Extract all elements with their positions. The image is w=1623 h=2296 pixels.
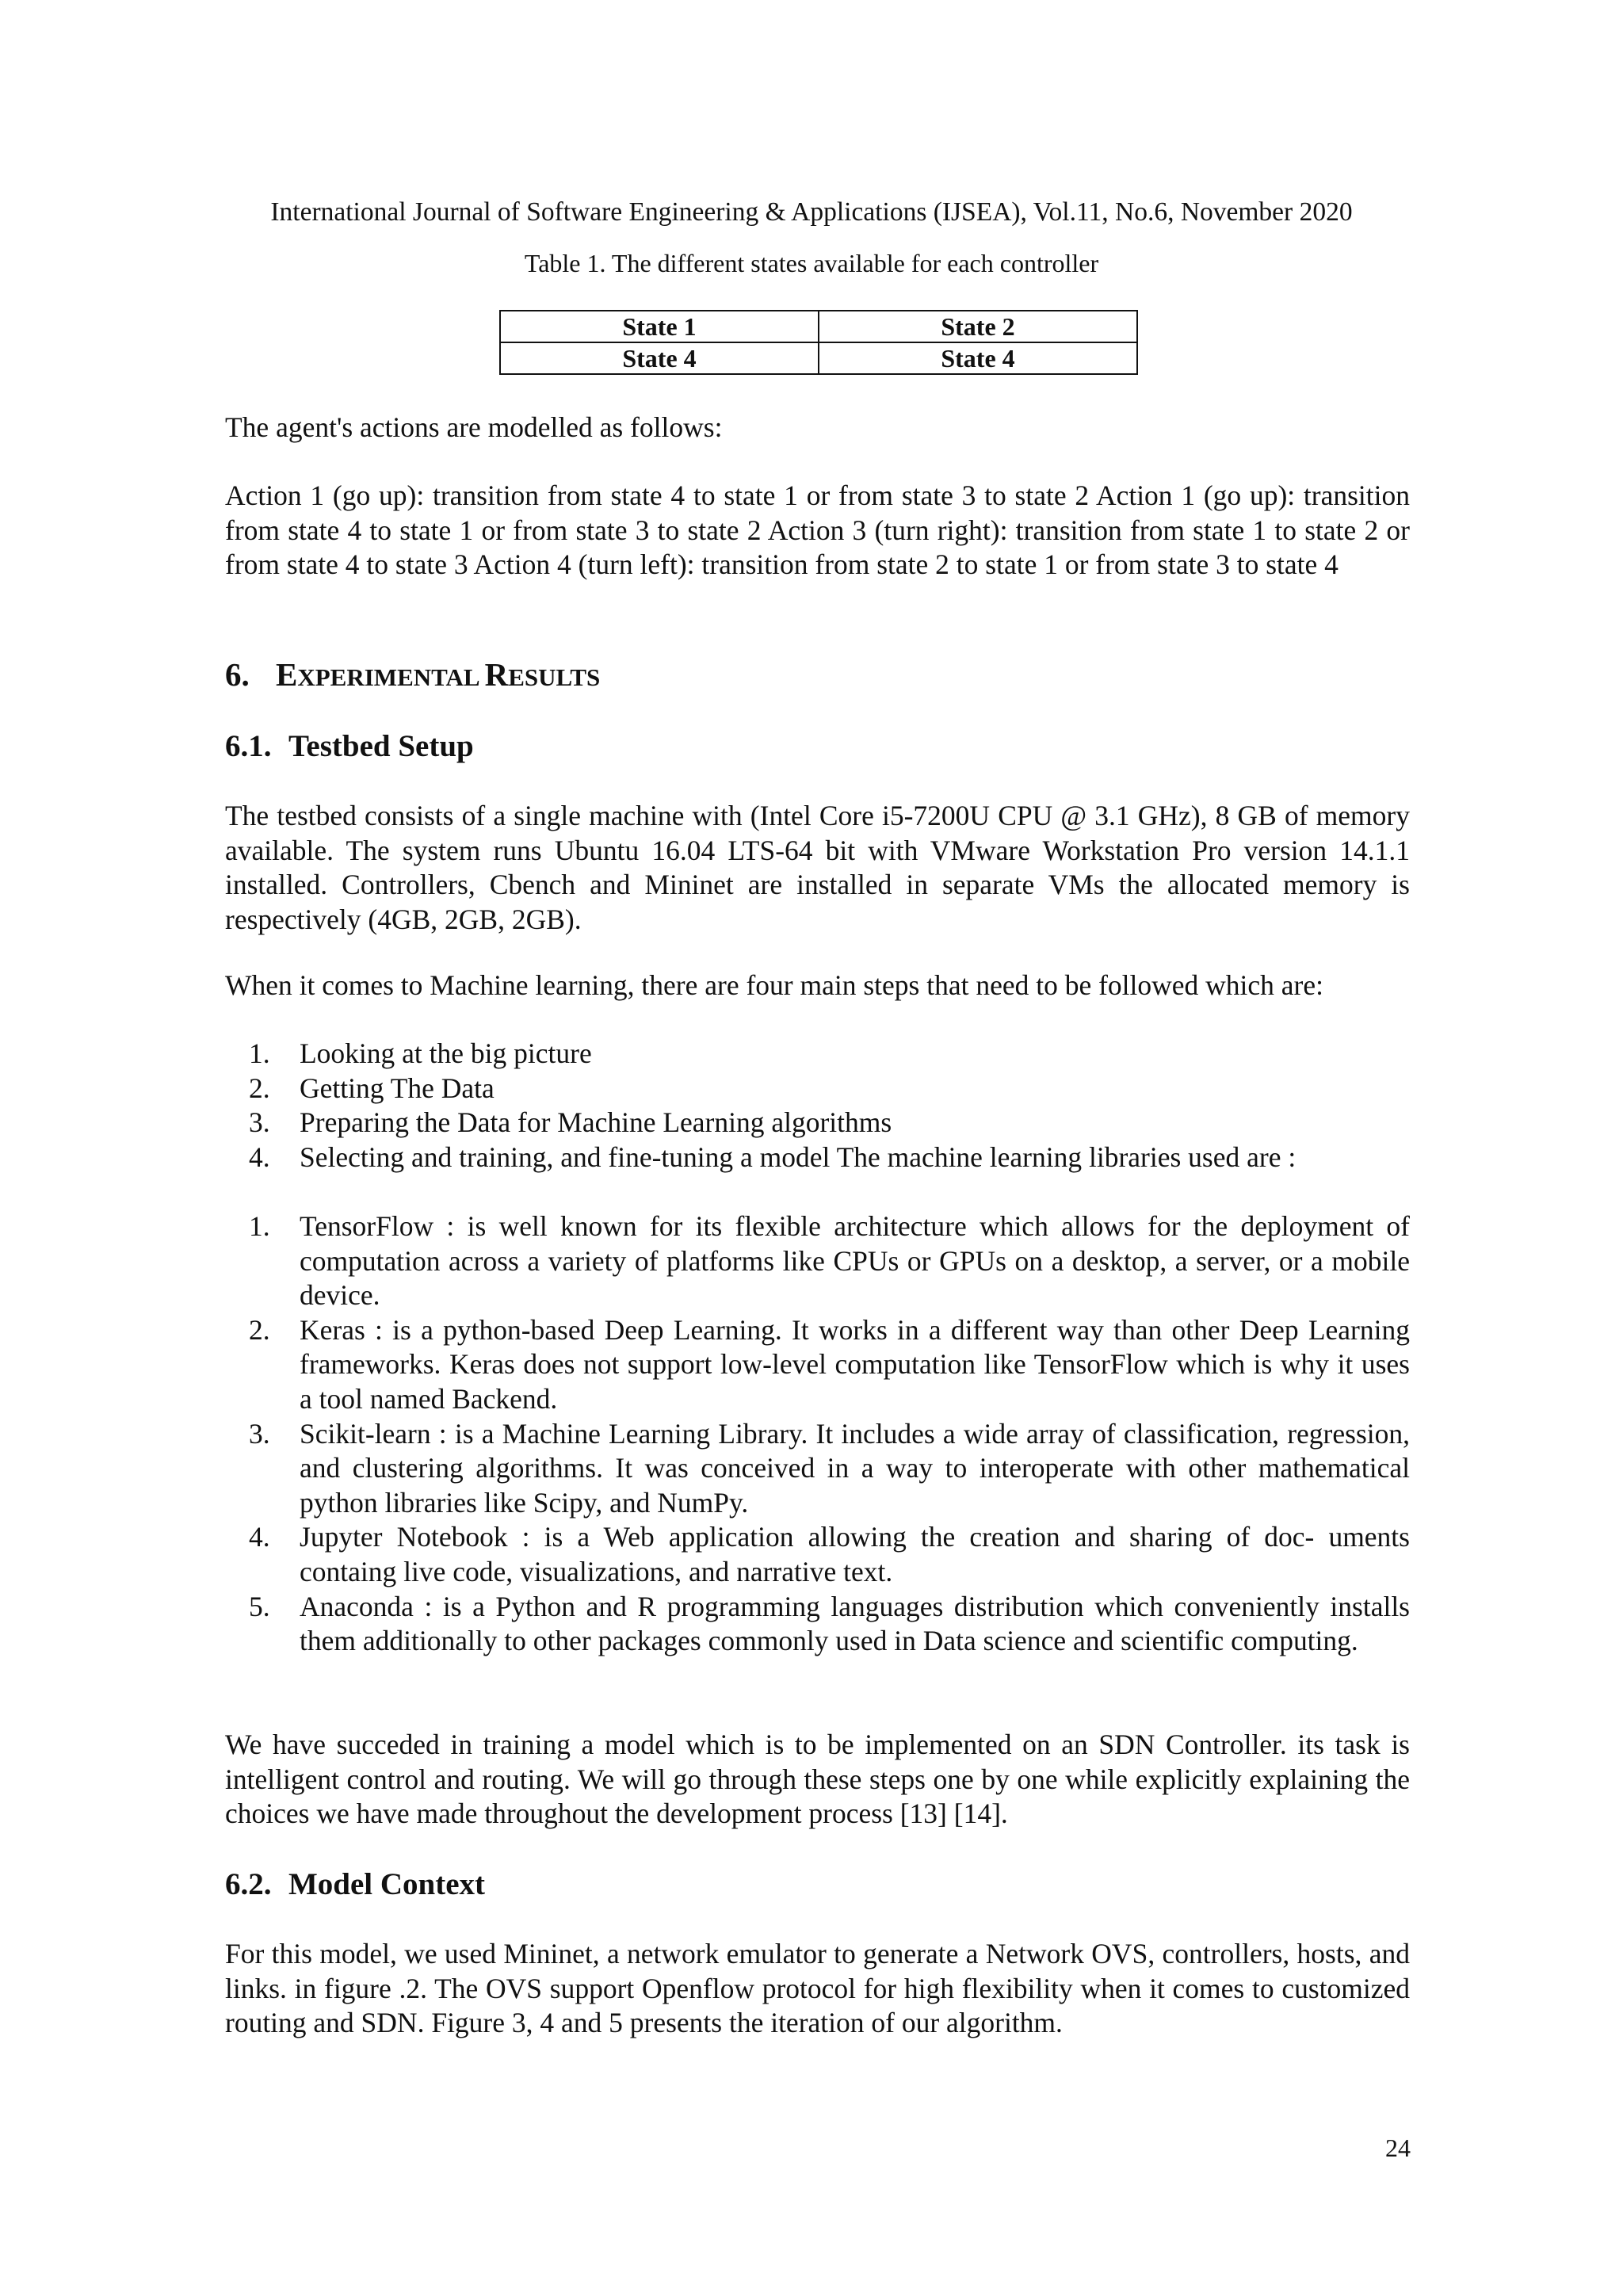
- list-item: 1. TensorFlow : is well known for its flexible architecture which allows for the deployment of computation across a variety of platforms like CPUs or GPUs on a desktop, a server, or a mobile device.: [249, 1210, 1410, 1312]
- table-cell: State 4: [500, 342, 819, 374]
- list-item: 4. Selecting and training, and fine-tuning a model The machine learning libraries used are :: [249, 1140, 1296, 1173]
- subsection-heading-model-context: [225, 1866, 485, 1904]
- testbed-paragraph: The testbed consists of a single machine with (Intel Core i5-7200U CPU @ 3.1 GHz), 8 GB of memory available. The system runs Ubuntu 16.04 LTS-64 bit with VMware Workstation Pro version 14.1.1 installed. Controllers, Cbench and Mininet are installed in separate VMs the allocated memory is respectively (4GB, 2GB, 2GB).: [225, 800, 1410, 935]
- states-table: [499, 310, 1138, 375]
- model-context-paragraph: For this model, we used Mininet, a network emulator to generate a Network OVS, controllers, hosts, and links. in figure .2. The OVS support Openflow protocol for high flexibility when it comes to customized routing and SDN. Figure 3, 4 and 5 presents the iteration of our algorithm.: [225, 1938, 1410, 2039]
- subsection-number: 6.2.: [225, 1867, 272, 1901]
- table-row: [500, 342, 1137, 374]
- table-row: [500, 311, 1137, 342]
- subsection-number: 6.1.: [225, 729, 272, 763]
- subsection-title: Testbed Setup: [288, 729, 474, 763]
- table-cell: State 1: [500, 311, 819, 342]
- ml-intro-paragraph: When it comes to Machine learning, there are four main steps that need to be followed which are:: [225, 969, 1323, 1001]
- page-number: 24: [1385, 2134, 1411, 2162]
- list-item: 2. Getting The Data: [249, 1072, 495, 1104]
- list-item: 5. Anaconda : is a Python and R programming languages distribution which conveniently installs them additionally to other packages commonly used in Data science and scientific computing.: [249, 1590, 1410, 1657]
- subsection-title: Model Context: [288, 1867, 486, 1901]
- table-cell: State 2: [819, 311, 1137, 342]
- section-number: 6.: [225, 656, 250, 693]
- journal-header: International Journal of Software Engineering & Applications (IJSEA), Vol.11, No.6, November 2020: [270, 197, 1353, 227]
- list-item: 4. Jupyter Notebook : is a Web application allowing the creation and sharing of doc- uments containg live code, visualizations, and narrative text.: [249, 1521, 1410, 1587]
- list-item: 2. Keras : is a python-based Deep Learning. It works in a different way than other Deep Learning frameworks. Keras does not support low-level computation like TensorFlow which is why it uses a tool named Backend.: [249, 1313, 1410, 1415]
- list-item: 1. Looking at the big picture: [249, 1037, 592, 1069]
- actions-intro-paragraph: The agent's actions are modelled as follows:: [225, 411, 723, 443]
- actions-paragraph: Action 1 (go up): transition from state 4 to state 1 or from state 3 to state 2 Action 1 (go up): transition from state 4 to state 1 or from state 3 to state 2 Action 3 (turn right): transition from state 1 to state 2 or from state 4 to state 3 Action 4 (turn left): transition from state 2 to state 1 or from state 3 to state 4: [225, 479, 1410, 581]
- subsection-heading-testbed-setup: [225, 728, 474, 766]
- section-heading-experimental-results: 6. EXPERIMENTAL RESULTS: [225, 656, 601, 693]
- ml-steps-list: [225, 1037, 1410, 1175]
- table-cell: State 4: [819, 342, 1137, 374]
- list-item: 3. Scikit-learn : is a Machine Learning Library. It includes a wide array of classification, regression, and clustering algorithms. It was conceived in a way to interoperate with other mathematical python libraries like Scipy, and NumPy.: [249, 1417, 1410, 1519]
- ml-libraries-list: [225, 1209, 1410, 1659]
- table-caption: Table 1. The different states available for each controller: [524, 249, 1099, 277]
- training-paragraph: We have succeded in training a model which is to be implemented on an SDN Controller. its task is intelligent control and routing. We will go through these steps one by one while explicitly explaining the choices we have made throughout the development process [13] [14].: [225, 1729, 1410, 1830]
- list-item: 3. Preparing the Data for Machine Learning algorithms: [249, 1106, 892, 1139]
